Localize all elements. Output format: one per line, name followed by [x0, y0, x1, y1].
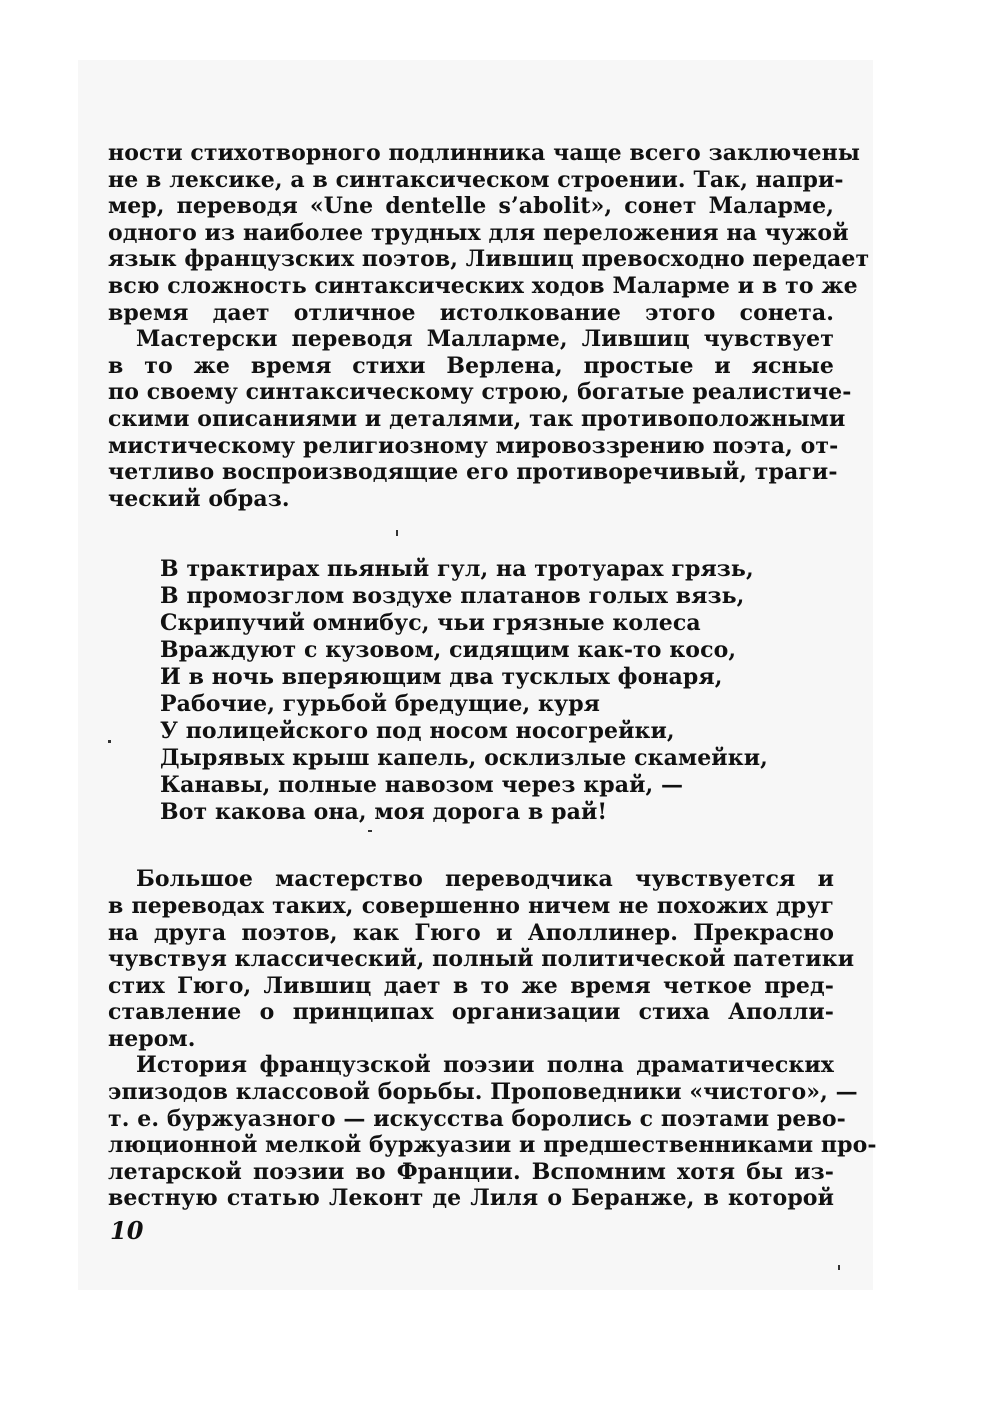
- page-number: 10: [110, 1216, 144, 1245]
- poem-line: Скрипучий омнибус, чьи грязные колеса: [160, 610, 701, 637]
- text-line: стих Гюго, Лившиц дает в то же время четкое пред-: [108, 972, 834, 999]
- paragraph-3: [108, 866, 855, 1052]
- scan-speck: [368, 830, 372, 832]
- poem-line: И в ночь вперяющим два тусклых фонаря,: [160, 664, 723, 691]
- text-line: летарской поэзии во Франции. Вспомним хотя бы из-: [108, 1158, 834, 1185]
- text-line: чувствуя классический, полный политической патетики: [108, 946, 855, 973]
- text-line: т. е. буржуазного — искусства боролись с поэтами рево-: [108, 1105, 846, 1132]
- text-line: язык французских поэтов, Лившиц превосходно передает: [108, 246, 870, 273]
- text-line: четливо воспроизводящие его противоречивый, траги-: [108, 459, 838, 486]
- poem-line: Вот какова она, моя дорога в рай!: [160, 799, 608, 826]
- text-line: ческий образ.: [108, 485, 290, 512]
- poem-line: В трактирах пьяный гул, на тротуарах грязь,: [160, 556, 754, 583]
- text-line: одного из наиболее трудных для переложения на чужой: [108, 219, 849, 246]
- text-line: скими описаниями и деталями, так противоположными: [108, 405, 846, 432]
- poem-line: Рабочие, гурьбой бредущие, куря: [160, 691, 601, 718]
- text-line: в переводах таких, совершенно ничем не похожих друг: [108, 892, 834, 919]
- text-line: на друга поэтов, как Гюго и Аполлинер. Прекрасно: [108, 919, 834, 946]
- text-line: люционной мелкой буржуазии и предшественниками про-: [108, 1132, 877, 1159]
- poem-line: В промозглом воздухе платанов голых вязь,: [160, 583, 745, 610]
- scan-speck: [108, 740, 111, 743]
- poem-line: Дырявых крыш капель, осклизлые скамейки,: [160, 745, 768, 772]
- text-line: История французской поэзии полна драматических: [136, 1052, 834, 1079]
- text-line: всю сложность синтаксических ходов Маларме и в то же: [108, 272, 858, 299]
- poem-line: У полицейского под носом носогрейки,: [160, 718, 675, 745]
- text-line: не в лексике, а в синтаксическом строении. Так, напри-: [108, 166, 844, 193]
- body-text: [108, 140, 877, 1212]
- poem-line: Канавы, полные навозом через край, —: [160, 772, 684, 799]
- text-line: Большое мастерство переводчика чувствуется и: [136, 866, 834, 893]
- text-line: мистическому религиозному мировоззрению поэта, от-: [108, 432, 839, 459]
- scan-speck: [838, 1265, 840, 1270]
- text-line: ности стихотворного подлинника чаще всего заключены: [108, 140, 860, 166]
- paragraph-2: [108, 326, 852, 512]
- text-line: Мастерски переводя Малларме, Лившиц чувствует: [136, 326, 834, 353]
- text-line: мер, переводя «Une dentelle s’abolit», сонет Маларме,: [108, 193, 834, 220]
- text-line: ставление о принципах организации стиха Аполли-: [108, 999, 834, 1026]
- text-line: эпизодов классовой борьбы. Проповедники «чистого», —: [108, 1079, 858, 1106]
- scan-speck: [396, 530, 398, 536]
- text-line: по своему синтаксическому строю, богатые реалистиче-: [108, 379, 852, 406]
- poem-quote: [160, 556, 834, 826]
- paragraph-4: [108, 1052, 877, 1212]
- text-line: время дает отличное истолкование этого сонета.: [108, 299, 834, 326]
- paragraph-1: [108, 140, 870, 326]
- text-line: нером.: [108, 1025, 196, 1052]
- text-line: в то же время стихи Верлена, простые и ясные: [108, 352, 834, 379]
- poem-line: Враждуют с кузовом, сидящим как-то косо,: [160, 637, 737, 664]
- text-line: вестную статью Леконт де Лиля о Беранже, в которой: [108, 1185, 834, 1212]
